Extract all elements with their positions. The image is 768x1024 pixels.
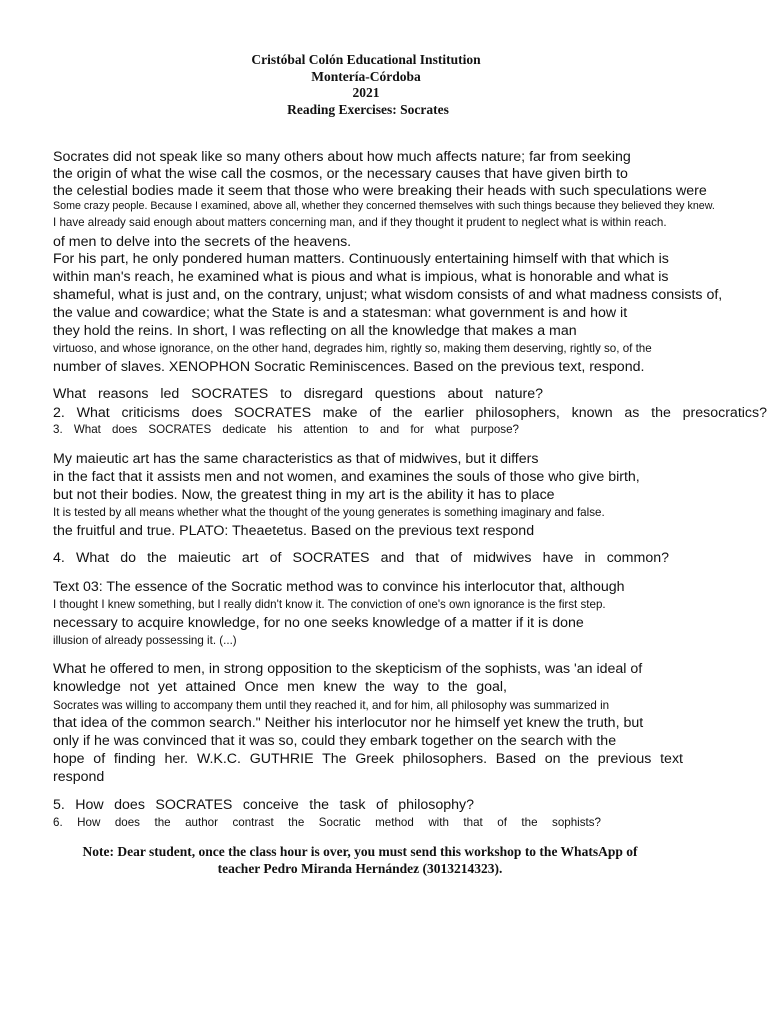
text-line: that idea of the common search." Neither his interlocutor nor he himself yet knew the truth, but [53,715,644,731]
text-line: in the fact that it assists men and not women, and examines the souls of those who give birth, [53,469,640,485]
text-line: It is tested by all means whether what the thought of the young generates is something imaginary and false. [53,506,605,519]
question-3: 3. What does SOCRATES dedicate his attention to and for what purpose? [53,423,519,436]
question-1: What reasons led SOCRATES to disregard questions about nature? [53,386,543,402]
page-title: Reading Exercises: Socrates [287,101,449,117]
question-6: 6. How does the author contrast the Socratic method with that of the sophists? [53,816,601,829]
text-line: virtuoso, and whose ignorance, on the other hand, degrades him, rightly so, making them deserving, rightly so, of the [53,342,652,355]
question-2: 2. What criticisms does SOCRATES make of the earlier philosophers, known as the presocratics? [53,405,767,421]
location: Montería-Córdoba [311,68,421,84]
text-line: hope of finding her. W.K.C. GUTHRIE The Greek philosophers. Based on the previous text [53,751,683,767]
text-line: the celestial bodies made it seem that those who were breaking their heads with such speculations were [53,183,707,199]
text-line: number of slaves. XENOPHON Socratic Reminiscences. Based on the previous text, respond. [53,359,645,375]
document-header [0,52,768,118]
year: 2021 [352,85,380,100]
text-line: the value and cowardice; what the State is and a statesman: what government is and how it [53,305,628,321]
question-5: 5. How does SOCRATES conceive the task of philosophy? [53,797,474,813]
text-line: but not their bodies. Now, the greatest thing in my art is the ability it has to place [53,487,555,503]
text-line: I have already said enough about matters concerning man, and if they thought it prudent to neglect what is within reach. [53,216,667,229]
text-line: respond [53,769,105,785]
text-line: knowledge not yet attained Once men knew the way to the goal, [53,679,507,695]
text-line: My maieutic art has the same characteristics as that of midwives, but it differs [53,451,539,467]
text-line: within man's reach, he examined what is pious and what is impious, what is honorable and what is [53,269,669,285]
text-line: Some crazy people. Because I examined, above all, whether they concerned themselves with such things because they believed they knew. [53,200,715,212]
text-line: Socrates did not speak like so many others about how much affects nature; far from seeking [53,149,631,165]
text-line: Socrates was willing to accompany them until they reached it, and for him, all philosophy was summarized in [53,699,610,712]
text-line: What he offered to men, in strong opposition to the skepticism of the sophists, was 'an ideal of [53,661,643,677]
text-line: Text 03: The essence of the Socratic method was to convince his interlocutor that, although [53,579,625,595]
note-line-1: Note: Dear student, once the class hour is over, you must send this workshop to the WhatsApp of [82,844,638,859]
note-line-2: teacher Pedro Miranda Hernández (3013214323). [217,861,503,876]
text-line: For his part, he only pondered human matters. Continuously entertaining himself with that which is [53,251,669,267]
text-line: illusion of already possessing it. (...) [53,634,237,647]
text-line: shameful, what is just and, on the contrary, unjust; what wisdom consists of and what madness consists of, [53,287,723,303]
text-line: necessary to acquire knowledge, for no one seeks knowledge of a matter if it is done [53,615,584,631]
text-line: only if he was convinced that it was so, could they embark together on the search with the [53,733,617,749]
text-line: they hold the reins. In short, I was reflecting on all the knowledge that makes a man [53,323,577,339]
text-line: the fruitful and true. PLATO: Theaetetus. Based on the previous text respond [53,523,535,539]
text-line: I thought I knew something, but I really didn't know it. The conviction of one's own ignorance is the first step. [53,598,606,611]
text-line: the origin of what the wise call the cosmos, or the necessary causes that have given birth to [53,166,628,182]
question-4: 4. What do the maieutic art of SOCRATES and that of midwives have in common? [53,550,669,566]
institution-name: Cristóbal Colón Educational Institution [251,52,481,67]
text-line: of men to delve into the secrets of the heavens. [53,234,352,250]
